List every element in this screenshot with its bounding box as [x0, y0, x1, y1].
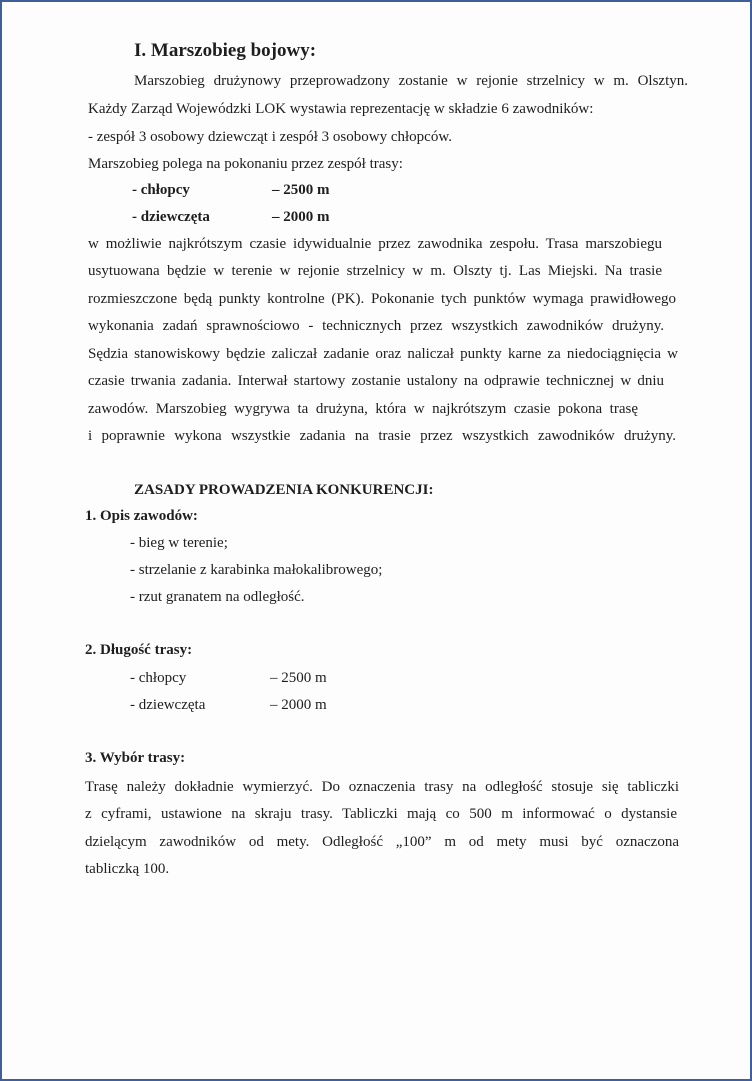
opis-item-1: - bieg w terenie; — [130, 535, 228, 551]
dlugosc-label-boys: - chłopcy — [130, 670, 187, 686]
distance-label-boys: - chłopcy — [132, 182, 190, 198]
opis-item-2: - strzelanie z karabinka małokalibrowego; — [130, 562, 383, 578]
wybor-line-3: dzielącym zawodników od mety. Odległość „100” m od mety musi być oznaczona — [85, 834, 679, 850]
rules-title: ZASADY PROWADZENIA KONKURENCJI: — [134, 482, 434, 498]
opis-item-3: - rzut granatem na odległość. — [130, 589, 305, 605]
paragraph-line-2: usytuowana będzie w terenie w rejonie strzelnicy w m. Olszty tj. Las Miejski. Na trasie — [88, 263, 662, 279]
intro-line-1: Marszobieg drużynowy przeprowadzony zostanie w rejonie strzelnicy w m. Olsztyn. — [134, 73, 688, 89]
paragraph-line-8: i poprawnie wykona wszystkie zadania na trasie przez wszystkich zawodników drużyny. — [88, 428, 676, 444]
paragraph-line-3: rozmieszczone będą punkty kontrolne (PK). Pokonanie tych punktów wymaga prawidłowego — [88, 291, 676, 307]
intro-line-4: Marszobieg polega na pokonaniu przez zespół trasy: — [88, 156, 403, 172]
section-title: I. Marszobieg bojowy: — [134, 40, 317, 61]
wybor-line-2: z cyframi, ustawione na skraju trasy. Tabliczki mają co 500 m informować o dystansie — [85, 806, 677, 822]
wybor-heading: 3. Wybór trasy: — [85, 750, 186, 766]
dlugosc-heading: 2. Długość trasy: — [85, 642, 193, 658]
dlugosc-value-boys: – 2500 m — [270, 670, 327, 686]
intro-line-2: Każdy Zarząd Wojewódzki LOK wystawia reprezentację w składzie 6 zawodników: — [88, 101, 594, 117]
paragraph-line-5: Sędzia stanowiskowy będzie zaliczał zadanie oraz naliczał punkty karne za niedociągnięcia w — [88, 346, 678, 362]
opis-heading: 1. Opis zawodów: — [85, 508, 198, 524]
dlugosc-label-girls: - dziewczęta — [130, 697, 206, 713]
distance-value-boys: – 2500 m — [272, 182, 330, 198]
distance-value-girls: – 2000 m — [272, 209, 330, 225]
paragraph-line-6: czasie trwania zadania. Interwał startowy zostanie ustalony na odprawie technicznej w dniu — [88, 373, 664, 389]
wybor-line-4: tabliczką 100. — [85, 861, 170, 877]
paragraph-line-7: zawodów. Marszobieg wygrywa ta drużyna, która w najkrótszym czasie pokona trasę — [88, 401, 638, 417]
paragraph-line-4: wykonania zadań sprawnościowo - technicznych przez wszystkich zawodników drużyny. — [88, 318, 664, 334]
intro-line-3: - zespół 3 osobowy dziewcząt i zespół 3 osobowy chłopców. — [88, 129, 452, 145]
dlugosc-value-girls: – 2000 m — [270, 697, 327, 713]
wybor-line-1: Trasę należy dokładnie wymierzyć. Do oznaczenia trasy na odległość stosuje się tabliczki — [85, 779, 679, 795]
distance-label-girls: - dziewczęta — [132, 209, 210, 225]
paragraph-line-1: w możliwie najkrótszym czasie idywidualnie przez zawodnika zespołu. Trasa marszobiegu — [88, 236, 662, 252]
